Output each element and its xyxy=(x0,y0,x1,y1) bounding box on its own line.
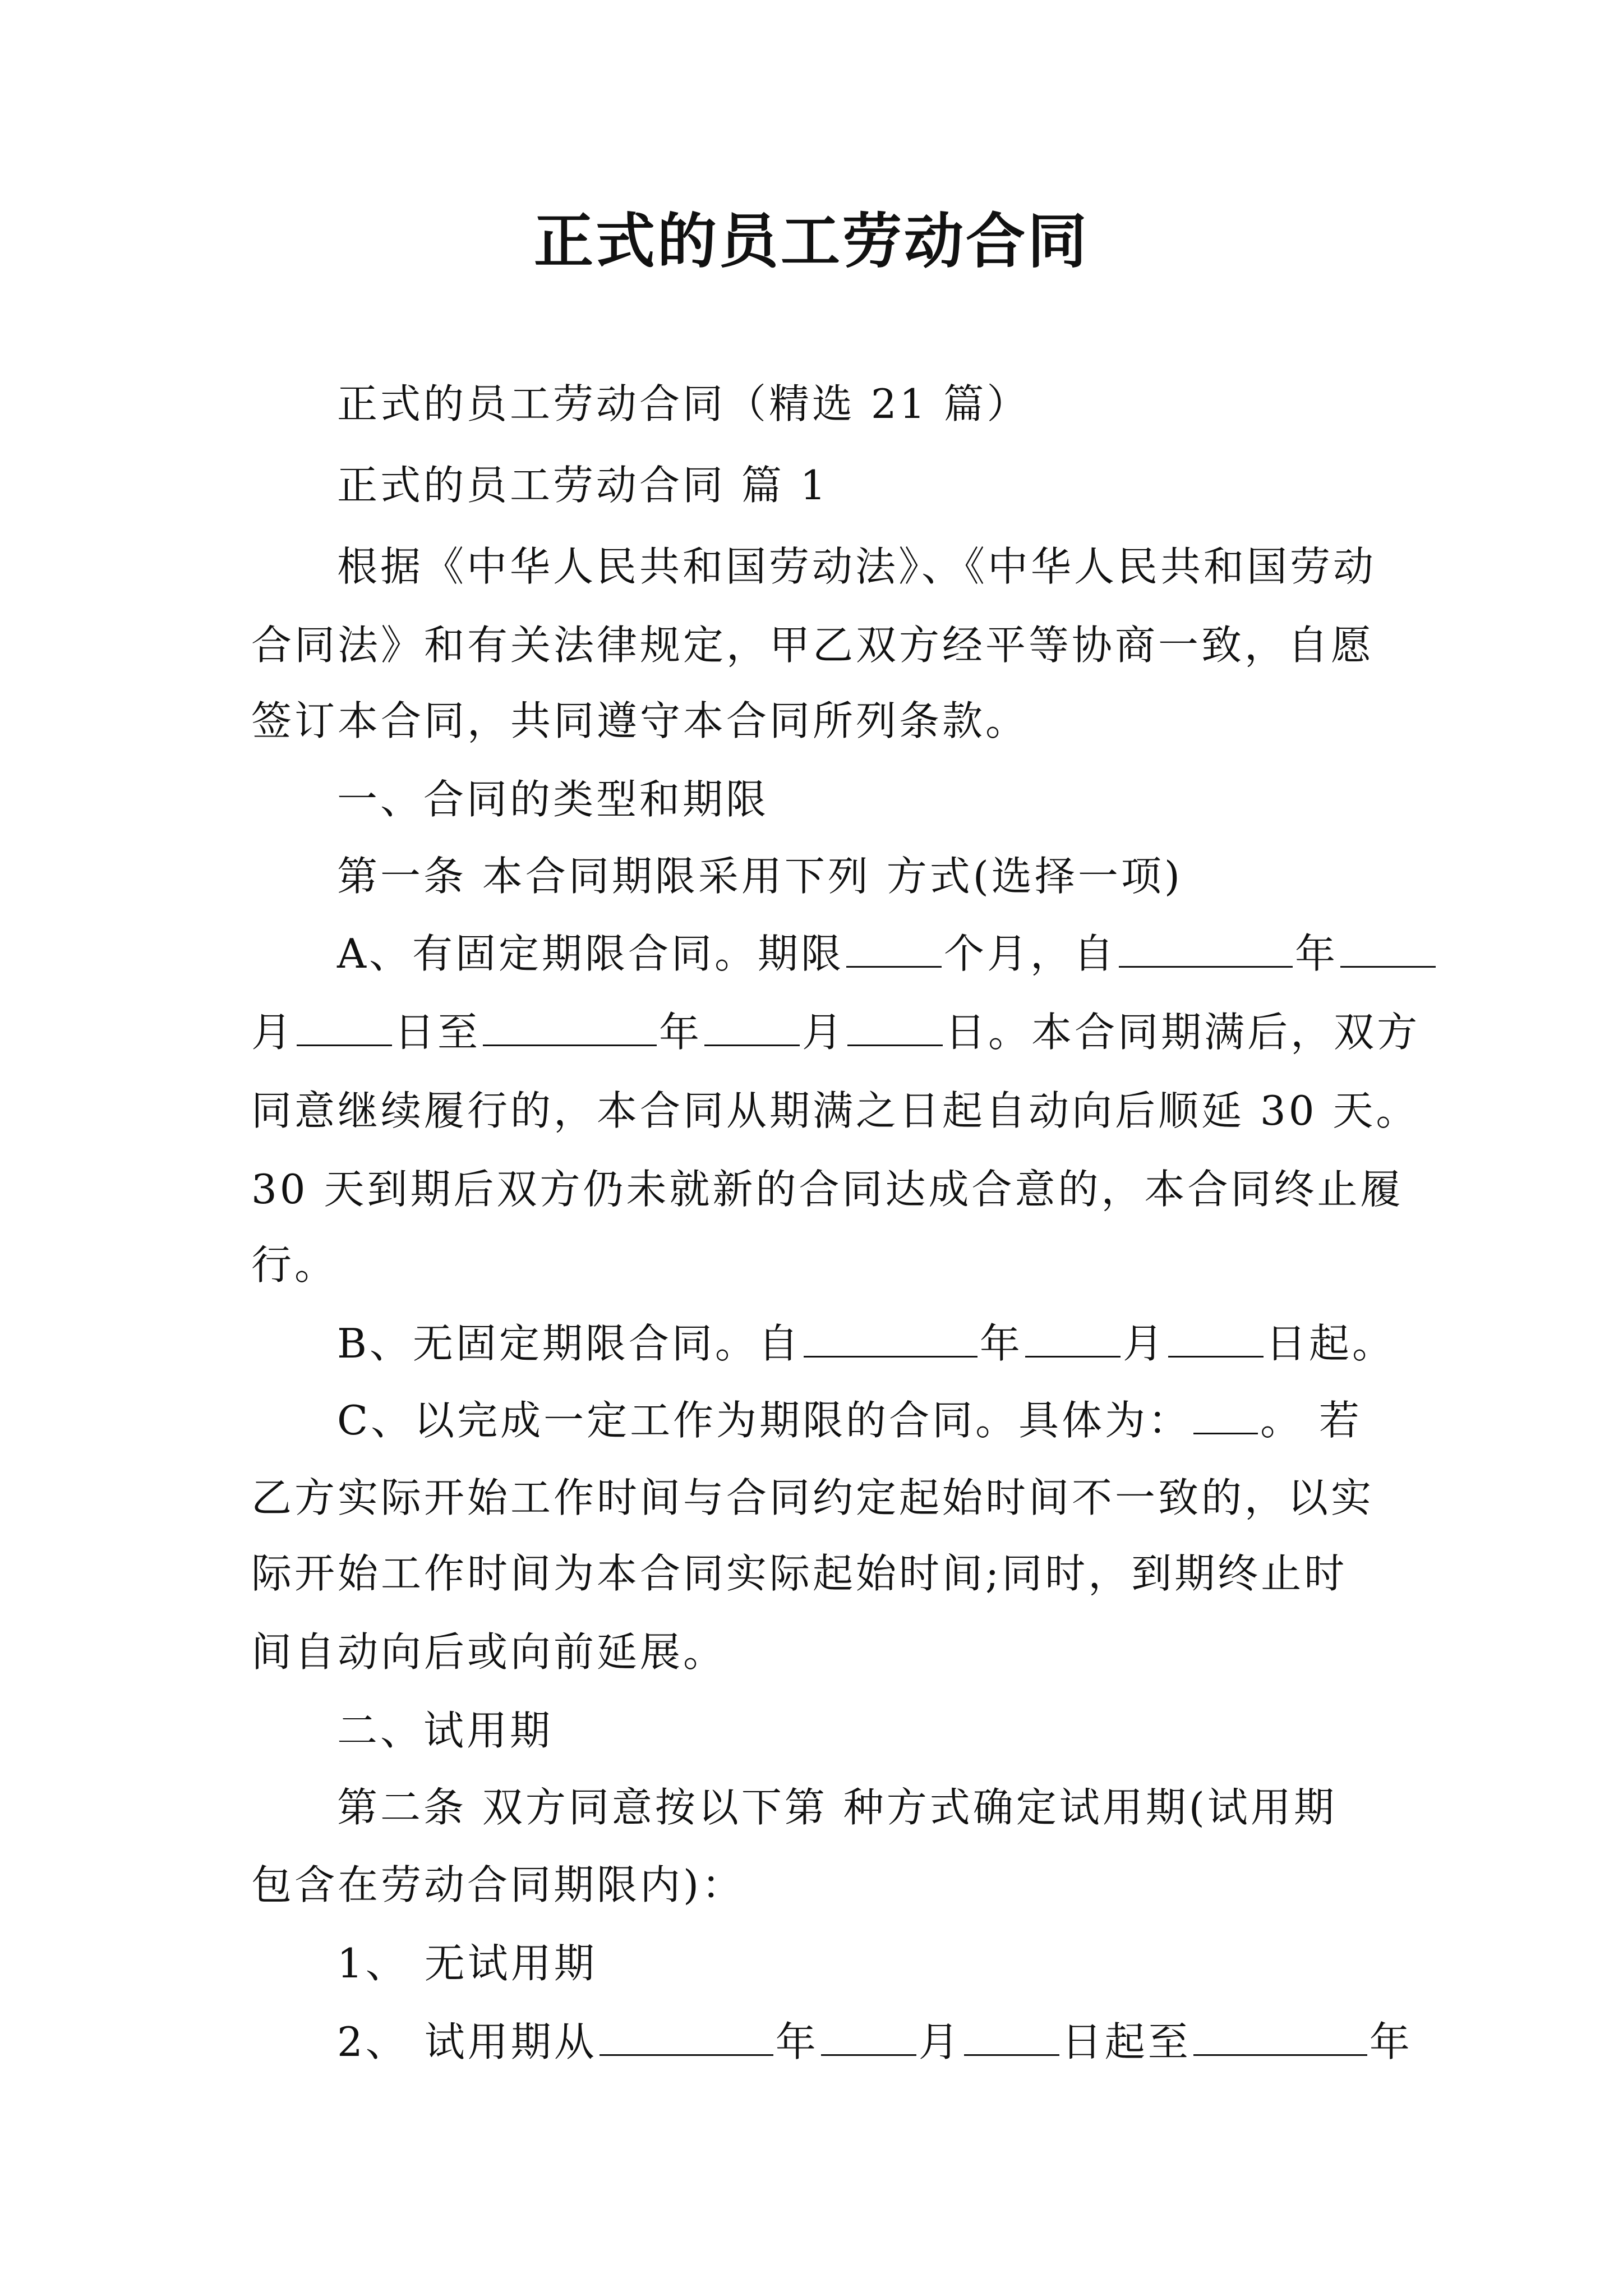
option-c-line-4: 间自动向后或向前延展。 xyxy=(251,1628,727,1676)
month-label: 月 xyxy=(251,1009,295,1056)
day-start-label: 日起。 xyxy=(1265,1320,1395,1367)
day-end-label: 日。本合同期满后，双方 xyxy=(945,1009,1421,1056)
heading-probation: 二、试用期 xyxy=(337,1707,554,1754)
month-label: 月 xyxy=(918,2018,962,2065)
year-label: 年 xyxy=(659,1009,703,1056)
option-a-line-1 xyxy=(337,926,1438,982)
intro-line-3: 签订本合同，共同遵守本合同所列条款。 xyxy=(251,697,1029,744)
start-day-blank[interactable] xyxy=(297,1011,392,1046)
option-a-line-2 xyxy=(251,1004,1420,1060)
option-b-prefix: B、无固定期限合同。自 xyxy=(337,1320,801,1367)
day-from-to-label: 日起至 xyxy=(1061,2018,1191,2065)
month-label: 月 xyxy=(1122,1320,1166,1367)
c-detail-blank[interactable] xyxy=(1193,1399,1258,1434)
end-year-blank[interactable] xyxy=(483,1011,657,1046)
option-c-suffix: 。 若 xyxy=(1260,1397,1362,1444)
intro-line-1: 根据《中华人民共和国劳动法》、《中华人民共和国劳动 xyxy=(337,543,1377,590)
option-2-prefix: 2、 试用期从 xyxy=(337,2018,597,2065)
year-label: 年 xyxy=(1369,2018,1413,2065)
intro-line-2: 合同法》和有关法律规定，甲乙双方经平等协商一致，自愿 xyxy=(251,622,1375,669)
probation-option-1: 1、 无试用期 xyxy=(337,1940,597,1987)
article-1: 第一条 本合同期限采用下列 方式(选择一项) xyxy=(337,853,1183,900)
month-label: 月 xyxy=(802,1009,846,1056)
b-year-blank[interactable] xyxy=(804,1322,978,1358)
b-month-blank[interactable] xyxy=(1025,1322,1121,1358)
option-a-prefix: A、有固定期限合同。期限 xyxy=(337,930,844,977)
start-year-blank[interactable] xyxy=(1119,932,1293,968)
year-label: 年 xyxy=(775,2018,819,2065)
probation-end-year-blank[interactable] xyxy=(1193,2021,1367,2056)
year-label: 年 xyxy=(979,1320,1023,1367)
option-c-line-1 xyxy=(337,1392,1362,1448)
heading-contract-type: 一、合同的类型和期限 xyxy=(337,776,769,823)
end-day-blank[interactable] xyxy=(847,1011,943,1046)
section-heading: 正式的员工劳动合同 篇 1 xyxy=(337,462,829,509)
months-label: 个月，自 xyxy=(944,930,1117,977)
option-b-line xyxy=(337,1315,1395,1372)
day-to-label: 日至 xyxy=(394,1009,481,1056)
months-blank[interactable] xyxy=(846,932,942,968)
start-month-blank[interactable] xyxy=(1340,932,1436,968)
probation-start-month-blank[interactable] xyxy=(821,2021,916,2056)
end-month-blank[interactable] xyxy=(704,1011,800,1046)
probation-start-year-blank[interactable] xyxy=(600,2021,773,2056)
option-a-line-5: 行。 xyxy=(251,1241,338,1289)
option-a-line-3: 同意继续履行的，本合同从期满之日起自动向后顺延 30 天。 xyxy=(251,1087,1419,1134)
article-2-line-2: 包含在劳动合同期限内)： xyxy=(251,1861,745,1908)
option-c-line-3: 际开始工作时间为本合同实际起始时间;同时，到期终止时 xyxy=(251,1550,1348,1597)
document-title: 正式的员工劳动合同 xyxy=(534,206,1089,276)
year-label: 年 xyxy=(1295,930,1339,977)
option-c-prefix: C、以完成一定工作为期限的合同。具体为： xyxy=(337,1397,1192,1444)
subtitle: 正式的员工劳动合同（精选 21 篇） xyxy=(337,380,1030,427)
option-a-line-4: 30 天到期后双方仍未就新的合同达成合意的，本合同终止履 xyxy=(251,1166,1404,1213)
b-day-blank[interactable] xyxy=(1168,1322,1264,1358)
article-2-line-1: 第二条 双方同意按以下第 种方式确定试用期(试用期 xyxy=(337,1784,1337,1831)
probation-start-day-blank[interactable] xyxy=(964,2021,1059,2056)
option-c-line-2: 乙方实际开始工作时间与合同约定起始时间不一致的，以实 xyxy=(251,1474,1375,1521)
probation-option-2 xyxy=(337,2014,1413,2070)
